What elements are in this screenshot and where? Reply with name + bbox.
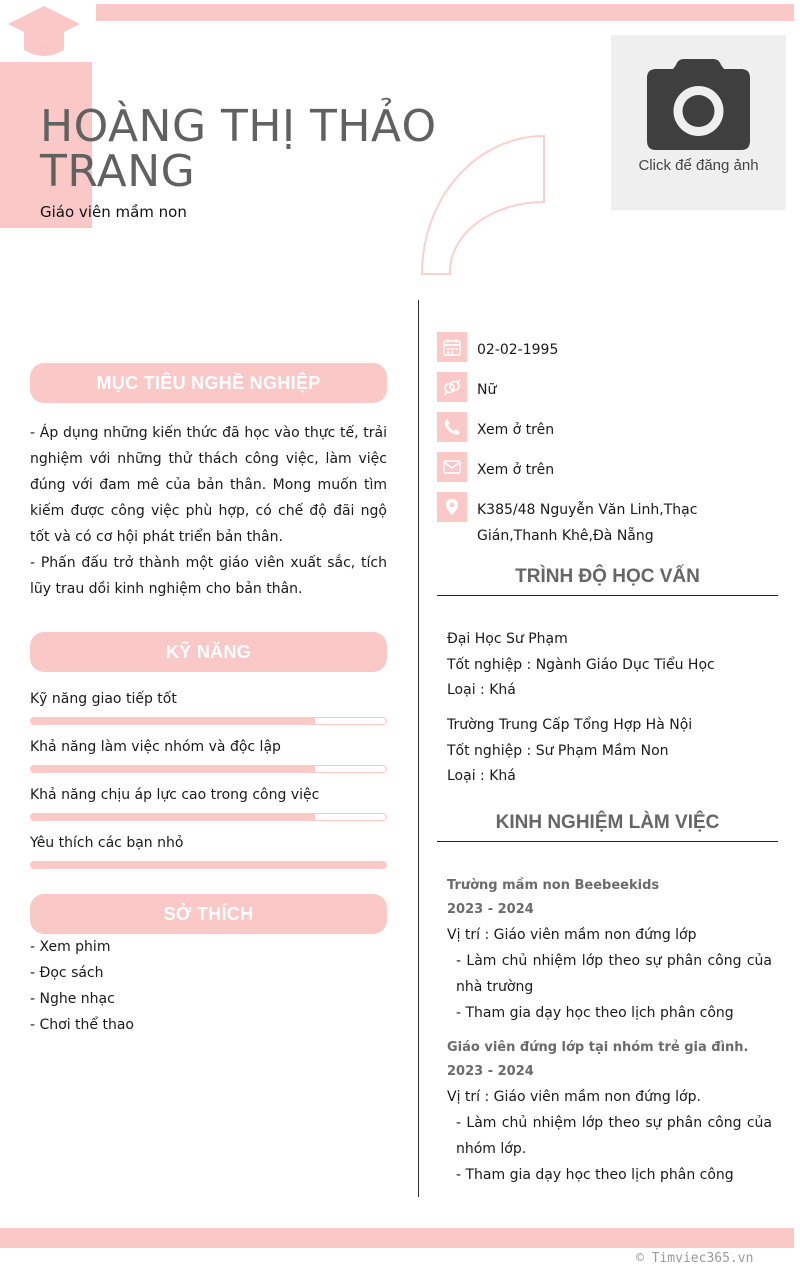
skill-bar-fill bbox=[31, 718, 315, 724]
objective-text bbox=[30, 420, 387, 602]
experience-company: Trường mầm non Beebeekids bbox=[447, 878, 660, 893]
gender-text: Nữ bbox=[477, 382, 497, 398]
gender-icon bbox=[443, 378, 461, 396]
skill-label: Kỹ năng giao tiếp tốt bbox=[30, 691, 177, 707]
skill-bar bbox=[30, 717, 387, 725]
experience-entry bbox=[447, 874, 772, 1026]
experience-heading: KINH NGHIỆM LÀM VIỆC bbox=[495, 812, 720, 833]
birthdate-text: 02-02-1995 bbox=[477, 342, 559, 358]
skills-heading: KỸ NĂNG bbox=[30, 632, 387, 672]
education-school: Đại Học Sư Phạm bbox=[447, 631, 568, 647]
experience-duty: - Làm chủ nhiệm lớp theo sự phân công của nhà trường bbox=[456, 953, 772, 995]
hobby-item: - Chơi thể thao bbox=[30, 1017, 134, 1033]
top-accent-bar bbox=[96, 4, 794, 21]
experience-position: Vị trí : Giáo viên mầm non đứng lớp bbox=[447, 927, 697, 943]
bottom-accent-bar bbox=[0, 1228, 794, 1248]
mail-icon bbox=[443, 458, 461, 476]
objective-line: - Phấn đấu trở thành một giáo viên xuất sắc, tích lũy trau dồi kinh nghiệm cho bản thân. bbox=[30, 555, 387, 597]
hobby-item: - Đọc sách bbox=[30, 965, 104, 981]
location-icon bbox=[443, 498, 461, 516]
experience-period: 2023 - 2024 bbox=[447, 1064, 534, 1079]
footer-watermark: © Timviec365.vn bbox=[636, 1251, 754, 1266]
education-heading: TRÌNH ĐỘ HỌC VẤN bbox=[515, 566, 700, 587]
candidate-job-title: Giáo viên mầm non bbox=[40, 203, 187, 221]
experience-position: Vị trí : Giáo viên mầm non đứng lớp. bbox=[447, 1089, 701, 1105]
skill-label: Khả năng chịu áp lực cao trong công việc bbox=[30, 787, 320, 803]
skill-label: Yêu thích các bạn nhỏ bbox=[30, 835, 184, 851]
education-entry bbox=[447, 713, 692, 790]
hobbies-heading: SỞ THÍCH bbox=[30, 894, 387, 934]
hobby-item: - Xem phim bbox=[30, 939, 111, 955]
photo-upload-label: Click để đăng ảnh bbox=[638, 157, 759, 174]
experience-company: Giáo viên đứng lớp tại nhóm trẻ gia đình. bbox=[447, 1040, 749, 1055]
hobbies-list bbox=[30, 934, 134, 1038]
education-rule bbox=[437, 595, 778, 596]
education-degree: Tốt nghiệp : Ngành Giáo Dục Tiểu Học bbox=[447, 656, 715, 673]
experience-period: 2023 - 2024 bbox=[447, 902, 534, 917]
experience-duty: - Tham gia dạy học theo lịch phân công bbox=[456, 1167, 734, 1183]
education-grade: Loại : Khá bbox=[447, 768, 516, 784]
experience-duty: - Tham gia dạy học theo lịch phân công bbox=[456, 1005, 734, 1021]
hobby-item: - Nghe nhạc bbox=[30, 991, 115, 1007]
experience-rule bbox=[437, 841, 778, 842]
column-divider bbox=[418, 300, 419, 1197]
education-entry bbox=[447, 627, 715, 704]
objective-heading: MỤC TIÊU NGHỀ NGHIỆP bbox=[30, 363, 387, 403]
skill-bar-fill bbox=[31, 766, 315, 772]
skill-bar bbox=[30, 765, 387, 773]
address-text: K385/48 Nguyễn Văn Linh,Thạc Gián,Thanh Khê,Đà Nẵng bbox=[477, 502, 698, 544]
camera-icon bbox=[646, 59, 751, 151]
education-degree: Tốt nghiệp : Sư Phạm Mầm Non bbox=[447, 742, 669, 759]
graduation-cap-icon bbox=[4, 4, 84, 62]
education-grade: Loại : Khá bbox=[447, 682, 516, 698]
experience-entry bbox=[447, 1036, 772, 1188]
email-text: Xem ở trên bbox=[477, 462, 555, 478]
phone-text: Xem ở trên bbox=[477, 422, 555, 438]
objective-line: - Áp dụng những kiến thức đã học vào thực tế, trải nghiệm với những thử thách công việc, làm việc đúng với đam mê của bản thân. Mong muốn tìm kiếm được công việc phù hợp, có chế độ đãi ngộ tốt và có cơ hội phát triển bản thân. bbox=[30, 425, 387, 545]
skill-bar bbox=[30, 813, 387, 821]
photo-upload[interactable] bbox=[611, 35, 786, 210]
skill-bar-fill bbox=[31, 862, 386, 868]
experience-duty: - Làm chủ nhiệm lớp theo sự phân công của nhóm lớp. bbox=[456, 1115, 772, 1157]
calendar-icon bbox=[443, 338, 461, 356]
candidate-name: HOÀNG THỊ THẢO TRANG bbox=[40, 101, 437, 197]
skill-bar bbox=[30, 861, 387, 869]
skill-bar-fill bbox=[31, 814, 315, 820]
phone-icon bbox=[443, 418, 461, 436]
skill-label: Khả năng làm việc nhóm và độc lập bbox=[30, 739, 281, 755]
education-school: Trường Trung Cấp Tổng Hợp Hà Nội bbox=[447, 717, 693, 733]
